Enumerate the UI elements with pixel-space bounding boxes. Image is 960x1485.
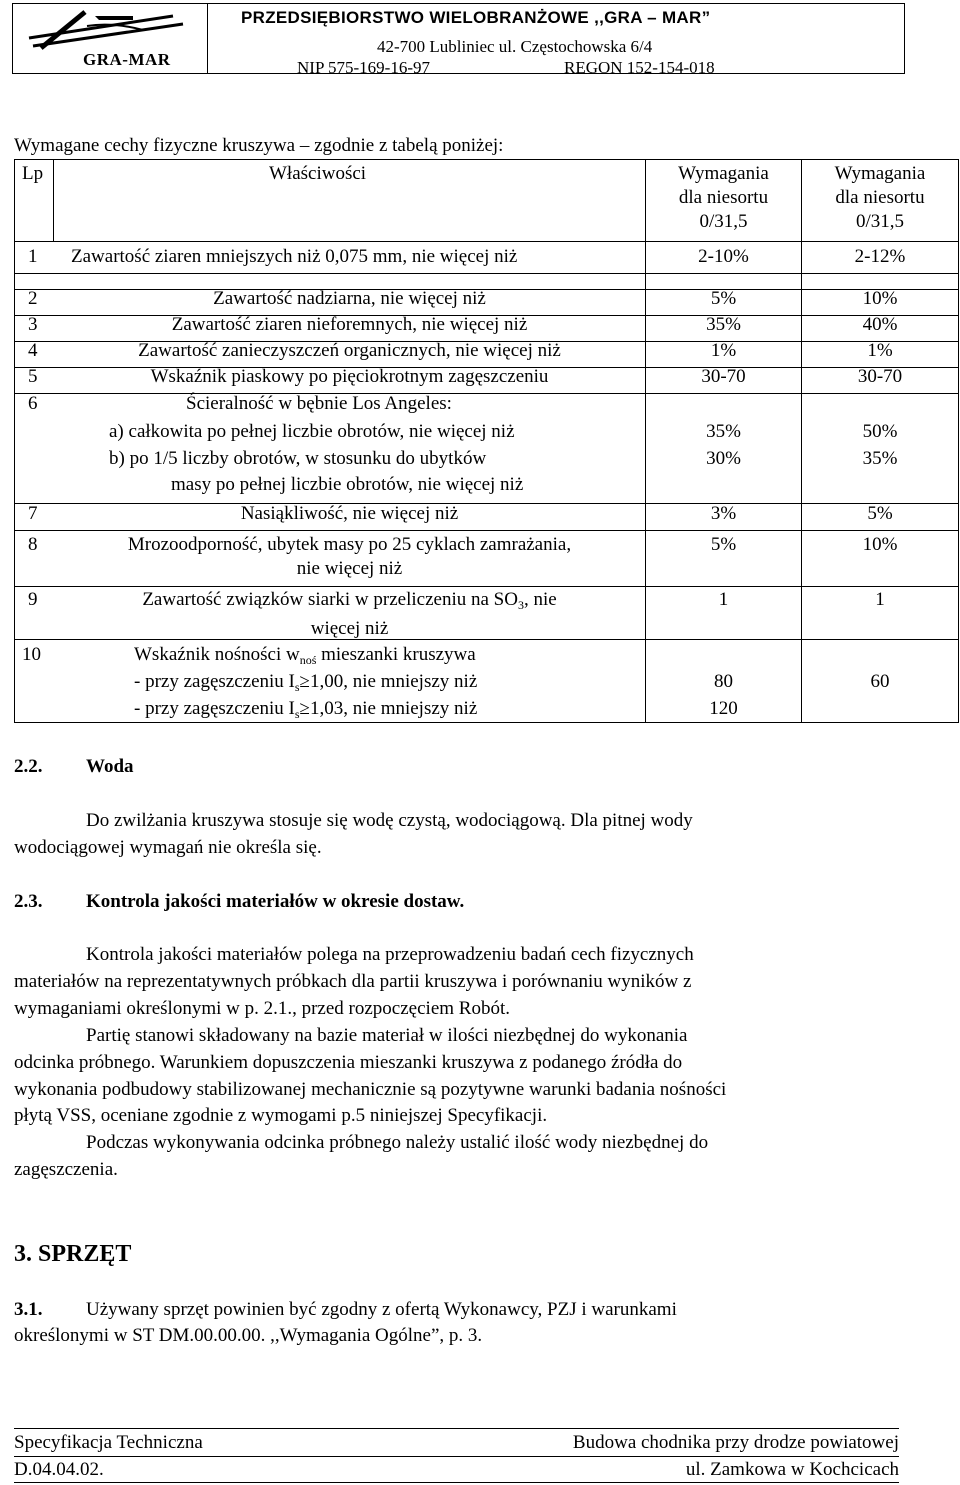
header-requirement-1: Wymagania dla niesortu 0/31,5 [678, 163, 769, 232]
row-2-req-1: 5% [710, 288, 737, 309]
row-1-req-2: 2-12% [854, 246, 906, 267]
row-5-req-2: 30-70 [857, 366, 903, 387]
header-property: Właściwości [269, 163, 367, 184]
row-7-lp: 7 [28, 503, 38, 524]
section-3-heading: 3. SPRZĘT [14, 1241, 132, 1267]
row-3-property: Zawartość ziaren nieforemnych, nie więcej niż [171, 314, 528, 335]
section-2-3-line-8: Podczas wykonywania odcinka próbnego należy ustalić ilość wody niezbędnej do [86, 1132, 709, 1153]
footer-spec-code: D.04.04.02. [14, 1459, 104, 1480]
row-6-lp: 6 [28, 393, 38, 414]
footer-middle-rule [14, 1456, 899, 1457]
row-6-property-title: Ścieralność w bębnie Los Angeles: [186, 393, 452, 414]
requirements-table [14, 159, 959, 722]
row-10-lp: 10 [22, 644, 41, 665]
header-lp: Lp [22, 163, 44, 184]
row-4-lp: 4 [28, 340, 38, 361]
row-8-lp: 8 [28, 534, 38, 555]
row-6-req-2-a: 50% [862, 421, 898, 442]
row-10-req-1-a: 80 [714, 671, 733, 692]
row-3-req-1: 35% [706, 314, 741, 335]
row-8-req-2: 10% [862, 534, 898, 555]
footer-project-location: ul. Zamkowa w Kochcicach [685, 1459, 899, 1480]
footer-project-name: Budowa chodnika przy drodze powiatowej [572, 1432, 899, 1453]
section-2-3-title: Kontrola jakości materiałów w okresie dostaw. [86, 891, 465, 912]
row-6-req-1-b: 30% [706, 448, 741, 469]
row-7-req-2: 5% [867, 503, 893, 524]
row-9-property: Zawartość związków siarki w przeliczeniu na $SO_3$, nie więcej niż [142, 589, 557, 639]
section-2-3-line-9: zagęszczenia. [14, 1159, 118, 1180]
logo-text: GRA-MAR [83, 50, 171, 69]
row-1-lp: 1 [28, 246, 38, 267]
row-5-lp: 5 [28, 366, 38, 387]
row-4-property: Zawartość zanieczyszczeń organicznych, nie więcej niż [138, 340, 561, 361]
section-2-3-line-1: Kontrola jakości materiałów polega na przeprowadzeniu badań cech fizycznych [86, 944, 694, 965]
company-logo [13, 4, 208, 73]
row-5-property: Wskaźnik piaskowy po pięciokrotnym zagęszczeniu [150, 366, 549, 387]
row-10-req-2: 60 [870, 671, 890, 692]
row-10-property-a: - przy zagęszczeniu $I_s\ge 1,00$, nie mniejszy niż [134, 671, 478, 694]
row-2-req-2: 10% [862, 288, 898, 309]
row-1-req-1: 2-10% [698, 246, 749, 267]
section-2-3-line-5: odcinka próbnego. Warunkiem dopuszczenia mieszanki kruszywa z podanego źródła do [14, 1052, 683, 1073]
section-2-3-line-2: materiałów na reprezentatywnych próbkach dla partii kruszywa i porównaniu wyników z [14, 971, 692, 992]
company-nip: NIP 575-169-16-97 [297, 58, 430, 77]
section-2-3-line-7: płytą VSS, oceniane zgodnie z wymogami p.5 niniejszej Specyfikacji. [14, 1105, 548, 1126]
section-2-2-title: Woda [86, 756, 134, 777]
company-name: PRZEDSIĘBIORSTWO WIELOBRANŻOWE ,,GRA – MAR” [241, 8, 711, 27]
row-10-property-b: - przy zagęszczeniu $I_s\ge 1,03$, nie mniejszy niż [134, 698, 478, 721]
row-2-property: Zawartość nadziarna, nie więcej niż [213, 288, 486, 309]
section-2-2-line-2: wodociągowej wymagań nie określa się. [14, 837, 322, 858]
row-3-lp: 3 [28, 314, 38, 335]
row-9-req-1: 1 [718, 589, 729, 610]
row-1-property: Zawartość ziaren mniejszych niż 0,075 mm, nie więcej niż [71, 246, 518, 267]
section-2-2-number: 2.2. [14, 756, 43, 777]
row-8-property: Mrozoodporność, ubytek masy po 25 cyklach zamrażania, nie więcej niż [127, 534, 572, 579]
row-8-req-1: 5% [710, 534, 737, 555]
row-6-req-2-b: 35% [862, 448, 898, 469]
company-address: 42-700 Lubliniec ul. Częstochowska 6/4 [377, 37, 653, 56]
row-6-property-b-cont: masy po pełnej liczbie obrotów, nie więcej niż [171, 474, 524, 495]
footer-bottom-rule [14, 1482, 899, 1483]
logo-mark-icon [23, 8, 203, 52]
footer-top-rule [14, 1428, 899, 1429]
section-3-1-line-1: Używany sprzęt powinien być zgodny z ofertą Wykonawcy, PZJ i warunkami [86, 1299, 677, 1320]
row-4-req-1: 1% [710, 340, 737, 361]
row-9-lp: 9 [28, 589, 38, 610]
company-regon: REGON 152-154-018 [564, 58, 715, 77]
section-2-2-line-1: Do zwilżania kruszywa stosuje się wodę czystą, wodociągową. Dla pitnej wody [86, 810, 693, 831]
footer-spec-title: Specyfikacja Techniczna [14, 1432, 203, 1453]
row-10-req-1-b: 120 [709, 698, 738, 719]
section-2-3-number: 2.3. [14, 891, 43, 912]
section-2-3-line-6: wykonania podbudowy stabilizowanej mechanicznie są pozytywne warunki badania nośności [14, 1079, 727, 1100]
header-requirement-2: Wymagania dla niesortu 0/31,5 [834, 163, 926, 232]
row-5-req-1: 30-70 [701, 366, 746, 387]
section-2-3-line-3: wymaganiami określonymi w p. 2.1., przed rozpoczęciem Robót. [14, 998, 510, 1019]
row-2-lp: 2 [28, 288, 38, 309]
section-2-3-line-4: Partię stanowi składowany na bazie materiał w ilości niezbędnej do wykonania [86, 1025, 688, 1046]
section-3-1-number: 3.1. [14, 1299, 43, 1320]
intro-text: Wymagane cechy fizyczne kruszywa – zgodnie z tabelą poniżej: [14, 135, 504, 156]
row-10-property-title: Wskaźnik nośności $w_{noś}$ mieszanki kruszywa [134, 644, 476, 667]
row-3-req-2: 40% [862, 314, 898, 335]
row-4-req-2: 1% [867, 340, 893, 361]
row-7-req-1: 3% [710, 503, 737, 524]
letterhead [12, 3, 905, 77]
section-3-1-line-2: określonymi w ST DM.00.00.00. ,,Wymagania Ogólne”, p. 3. [14, 1325, 483, 1346]
row-6-req-1-a: 35% [706, 421, 741, 442]
row-6-property-b: b) po 1/5 liczby obrotów, w stosunku do ubytków [109, 448, 487, 469]
row-9-req-2: 1 [875, 589, 885, 610]
row-6-property-a: a) całkowita po pełnej liczbie obrotów, nie więcej niż [109, 421, 515, 442]
row-7-property: Nasiąkliwość, nie więcej niż [240, 503, 459, 524]
